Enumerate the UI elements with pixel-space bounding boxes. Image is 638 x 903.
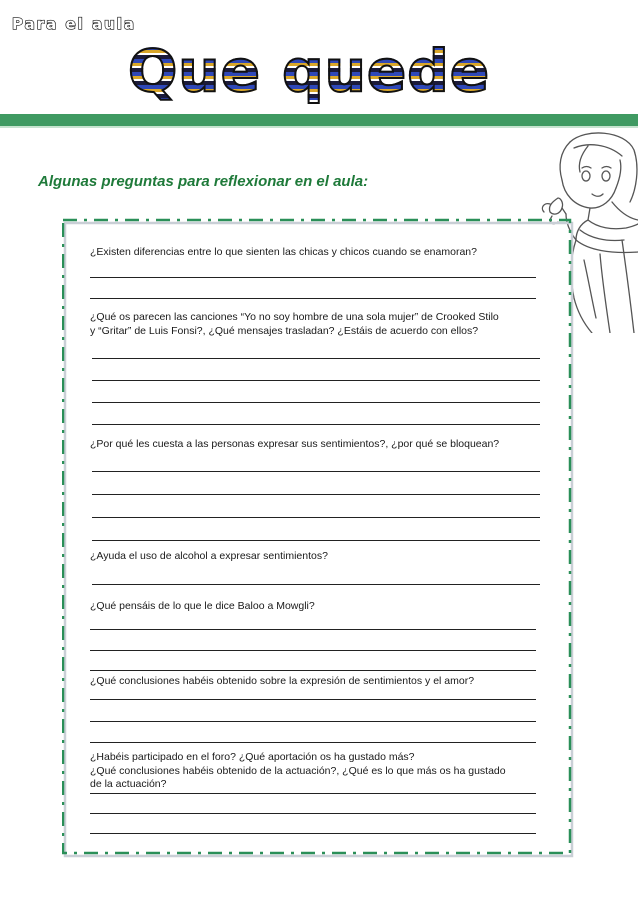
question-3 — [90, 438, 550, 452]
question-7-line-1: ¿Habéis participado en el foro? ¿Qué aportación os ha gustado más? — [90, 751, 415, 763]
section-label: Para el aula — [12, 15, 137, 33]
answer-line[interactable] — [90, 742, 536, 743]
question-2 — [90, 311, 550, 338]
question-1 — [90, 246, 550, 260]
question-7 — [90, 751, 550, 792]
answer-line[interactable] — [92, 584, 540, 585]
header-band — [0, 114, 638, 126]
question-3-line-1: ¿Por qué les cuesta a las personas expresar sus sentimientos?, ¿por qué se bloquean? — [90, 438, 500, 450]
question-5 — [90, 600, 550, 614]
section-subtitle: Algunas preguntas para reflexionar en el aula: — [38, 173, 369, 190]
answer-line[interactable] — [90, 793, 536, 794]
answer-line[interactable] — [90, 833, 536, 834]
question-2-line-2: y “Gritar” de Luis Fonsi?, ¿Qué mensajes trasladan? ¿Estáis de acuerdo con ellos? — [90, 324, 479, 337]
question-6 — [90, 675, 550, 689]
question-4 — [90, 550, 550, 564]
answer-line[interactable] — [90, 813, 536, 814]
answer-line[interactable] — [92, 517, 540, 518]
question-4-line-1: ¿Ayuda el uso de alcohol a expresar sentimientos? — [90, 550, 328, 562]
answer-line[interactable] — [92, 380, 540, 381]
answer-line[interactable] — [90, 721, 536, 722]
answer-line[interactable] — [92, 358, 540, 359]
answer-line[interactable] — [92, 471, 540, 472]
answer-line[interactable] — [92, 402, 540, 403]
answer-line[interactable] — [90, 298, 536, 299]
answer-line[interactable] — [92, 540, 540, 541]
answer-line[interactable] — [92, 494, 540, 495]
question-7-line-2: ¿Qué conclusiones habéis obtenido de la actuación?, ¿Qué es lo que más os ha gustado — [90, 764, 506, 777]
page-title: Que quede — [128, 37, 491, 105]
question-1-line-1: ¿Existen diferencias entre lo que sienten las chicas y chicos cuando se enamoran? — [90, 246, 477, 258]
question-7-line-3: de la actuación? — [90, 778, 167, 790]
answer-line[interactable] — [90, 670, 536, 671]
answer-line[interactable] — [92, 424, 540, 425]
answer-line[interactable] — [90, 650, 536, 651]
answer-line[interactable] — [90, 629, 536, 630]
question-6-line-1: ¿Qué conclusiones habéis obtenido sobre la expresión de sentimientos y el amor? — [90, 675, 475, 687]
question-2-line-1: ¿Qué os parecen las canciones “Yo no soy hombre de una sola mujer” de Crooked Stilo — [90, 311, 499, 323]
answer-line[interactable] — [90, 277, 536, 278]
question-5-line-1: ¿Qué pensáis de lo que le dice Baloo a Mowgli? — [90, 600, 315, 612]
answer-line[interactable] — [90, 699, 536, 700]
